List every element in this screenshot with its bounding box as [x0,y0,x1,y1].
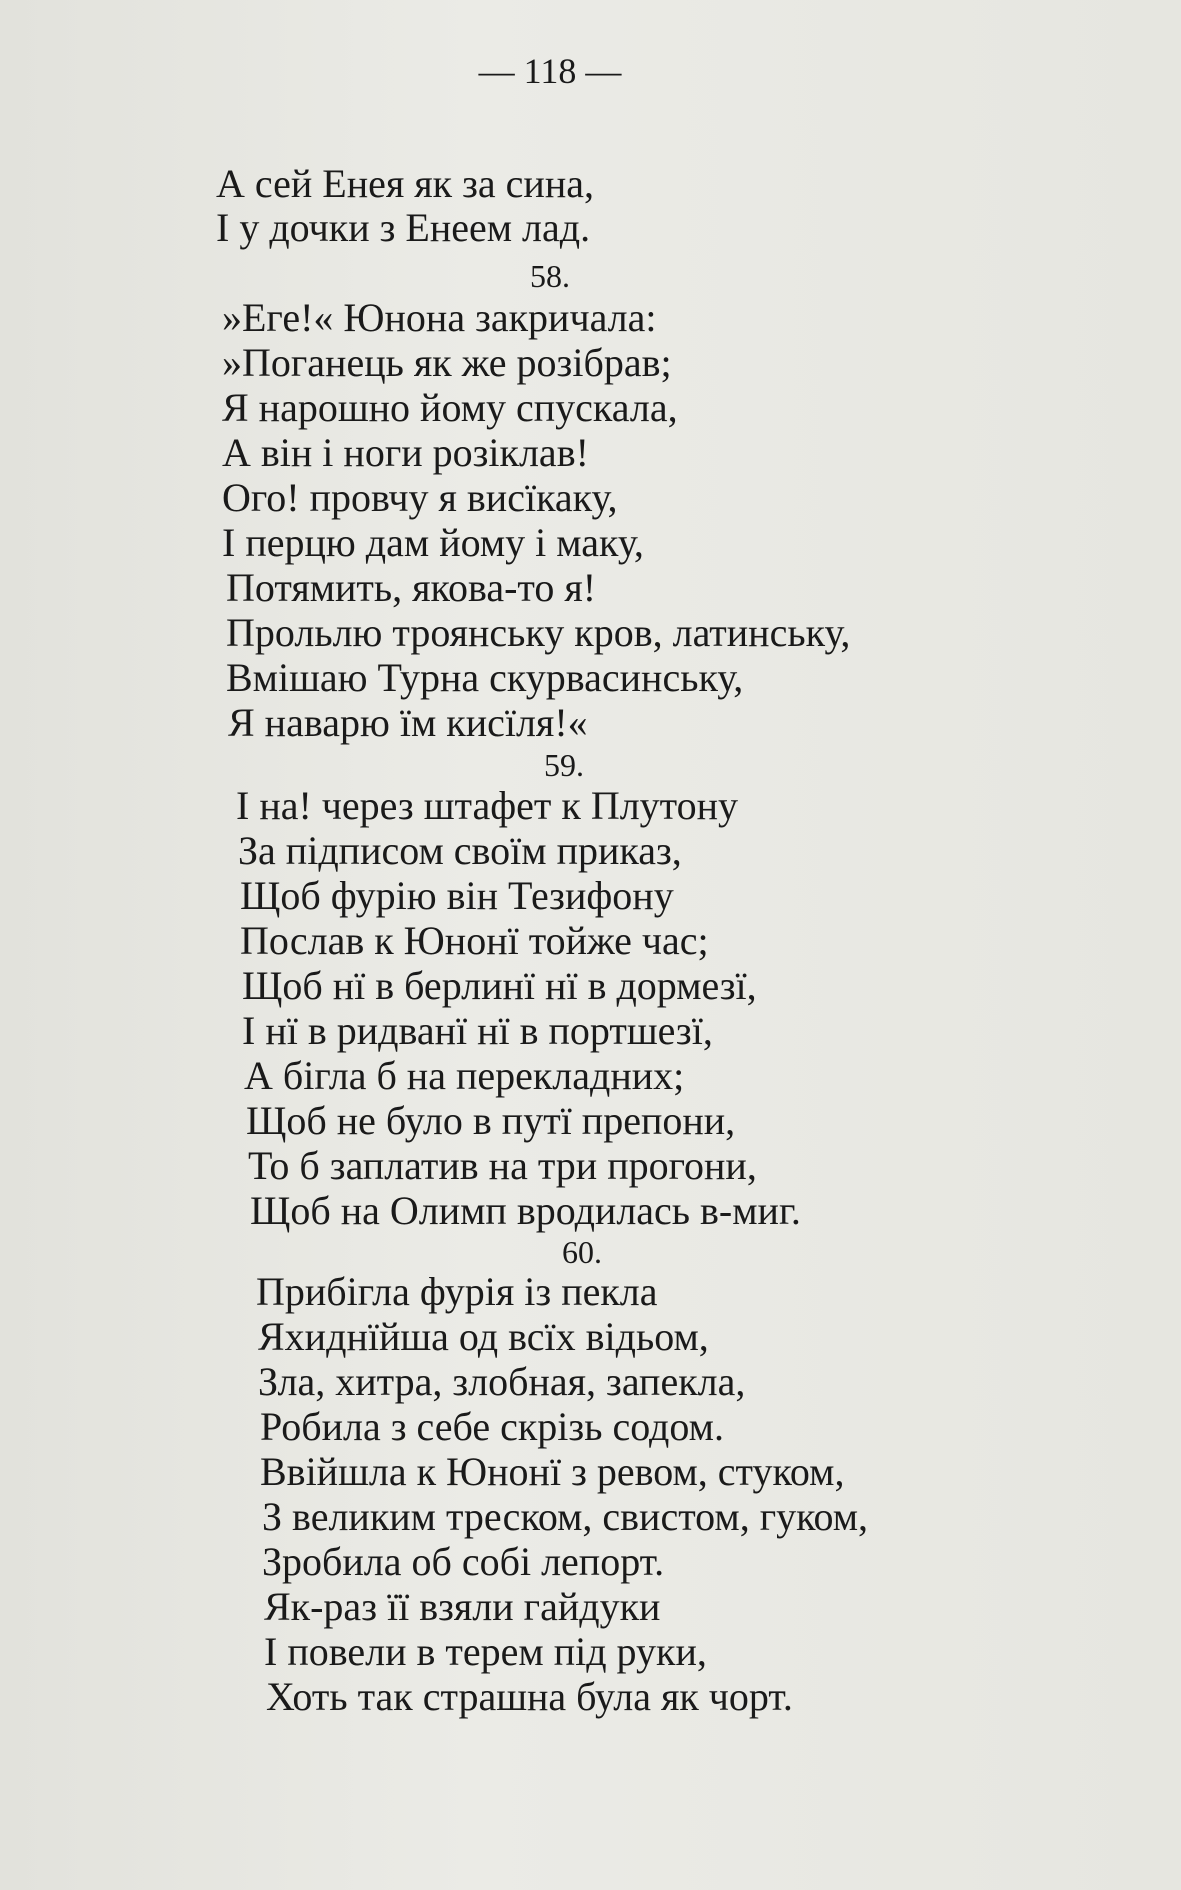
poem-line: І повели в терем під руки, [264,1629,707,1674]
poem-line: »Поганець як же розібрав; [222,340,672,385]
poem-line: Вмішаю Турна скурвасинську, [226,655,744,700]
poem-line: За підписом своїм приказ, [238,828,682,873]
poem-line: Робила з себе скрізь содом. [260,1404,724,1449]
poem-line: Яхиднїйша од всїх відьом, [258,1314,709,1359]
poem-line: І нї в ридванї нї в портшезї, [242,1008,713,1053]
poem-line: »Еге!« Юнона закричала: [222,295,657,340]
poem-line: Послав к Юнонї тойже час; [240,918,709,963]
poem-line: А він і ноги розіклав! [222,430,589,475]
poem-line: Щоб нї в берлинї нї в дормезї, [242,963,757,1008]
stanza-number: 58. [530,258,570,294]
poem-line: Щоб фурію він Тезифону [240,873,674,918]
page-number: — 118 — [478,51,622,91]
stanza-number: 59. [544,747,584,783]
poem-line: Хоть так страшна була як чорт. [266,1674,793,1719]
poem-line: Я нарошно йому спускала, [222,385,678,430]
poem-line: Як-раз її взяли гайдуки [264,1584,661,1629]
poem-line: Щоб на Олимп вродилась в-миг. [250,1188,801,1233]
poem-line: Прибігла фурія із пекла [256,1269,658,1314]
poem-line: А бігла б на перекладних; [244,1053,685,1098]
stanza-number: 60. [562,1234,602,1270]
poem-line: Ввійшла к Юнонї з ревом, стуком, [260,1449,845,1494]
poem-line: І у дочки з Енеем лад. [216,205,591,250]
poem-line: І перцю дам йому і маку, [222,520,644,565]
poem-line: З великим треском, свистом, гуком, [262,1494,869,1539]
poem-line: Щоб не було в путї препони, [246,1098,736,1143]
poem-line: Зробила об собі лепорт. [262,1539,665,1584]
poem-line: А сей Енея як за сина, [216,161,594,206]
poem-line: Прольлю троянську кров, латинську, [226,610,851,655]
poem-line: І на! через штафет к Плутону [236,783,739,828]
poem-line: Ого! провчу я висїкаку, [222,475,618,520]
poem-line: Зла, хитра, злобная, запекла, [258,1359,746,1404]
poem-line: То б заплатив на три прогони, [248,1143,757,1188]
poem-line: Потямить, якова-то я! [226,565,597,610]
poem-line: Я наварю їм кисїля!« [228,700,588,745]
